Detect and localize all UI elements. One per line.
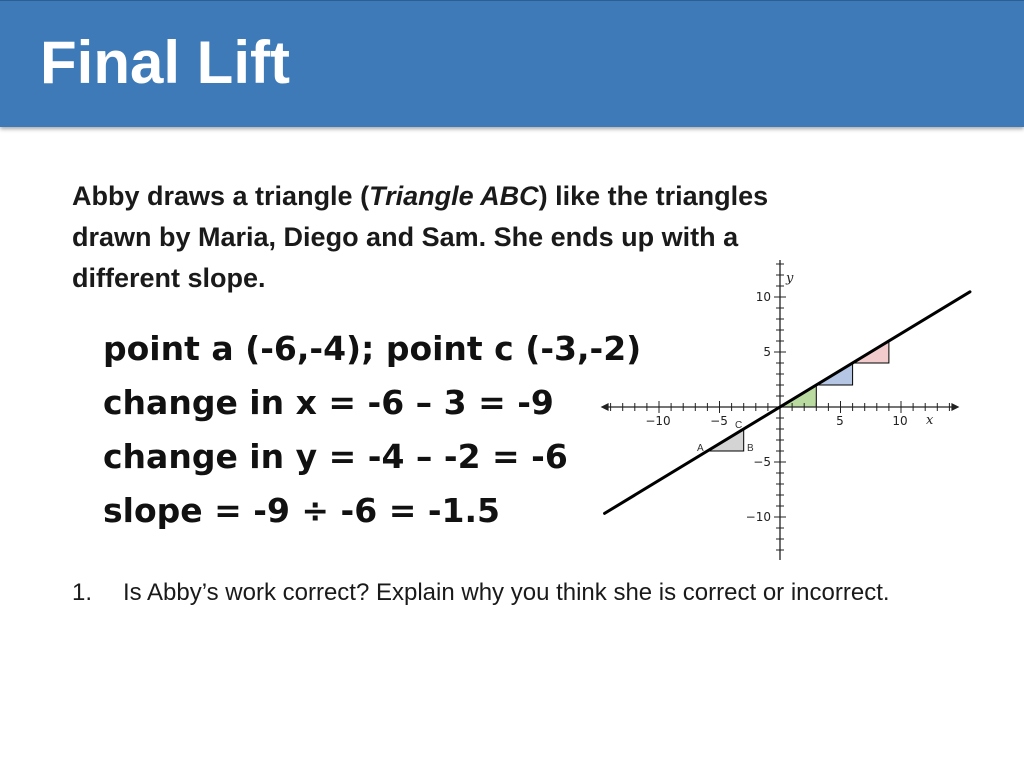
question-1 xyxy=(72,575,902,610)
header-bar xyxy=(0,0,1024,127)
y-tick-label-10: 10 xyxy=(755,290,771,304)
point-b-label: B xyxy=(747,443,754,454)
x-tick-label-5: 5 xyxy=(836,414,844,428)
work-line-change-y: change in y = -4 – -2 = -6 xyxy=(103,437,568,476)
x-tick-label-neg5: −5 xyxy=(710,414,728,428)
x-axis-left-arrow xyxy=(601,403,609,411)
abby-work xyxy=(103,322,641,538)
intro-text-start: Abby draws a triangle ( xyxy=(72,181,370,211)
y-axis-label: y xyxy=(786,271,794,286)
x-tick-label-neg10: −10 xyxy=(645,414,671,428)
point-c-label: C xyxy=(735,420,743,431)
y-tick-label-neg10: −10 xyxy=(745,510,771,524)
question-number: 1. xyxy=(72,579,93,606)
x-axis-right-arrow xyxy=(951,403,959,411)
point-a-label: A xyxy=(697,443,704,454)
x-tick-label-10: 10 xyxy=(892,414,908,428)
question-text: Is Abby’s work correct? Explain why you think she is correct or incorrect. xyxy=(123,579,890,606)
y-tick-label-neg5: −5 xyxy=(753,455,771,469)
intro-triangle-name: Triangle ABC xyxy=(369,181,539,211)
x-axis-label: x xyxy=(926,413,934,428)
slide-title: Final Lift xyxy=(40,29,290,96)
intro-text-end: ) like the triangles drawn by Maria, Diego and Sam. She ends up with a different slope. xyxy=(72,181,769,293)
coordinate-graph xyxy=(600,260,980,560)
work-line-change-x: change in x = -6 – 3 = -9 xyxy=(103,383,554,422)
work-line-points: point a (-6,-4); point c (-3,-2) xyxy=(103,329,642,368)
work-line-slope: slope = -9 ÷ -6 = -1.5 xyxy=(103,491,500,530)
y-tick-label-5: 5 xyxy=(763,345,771,359)
